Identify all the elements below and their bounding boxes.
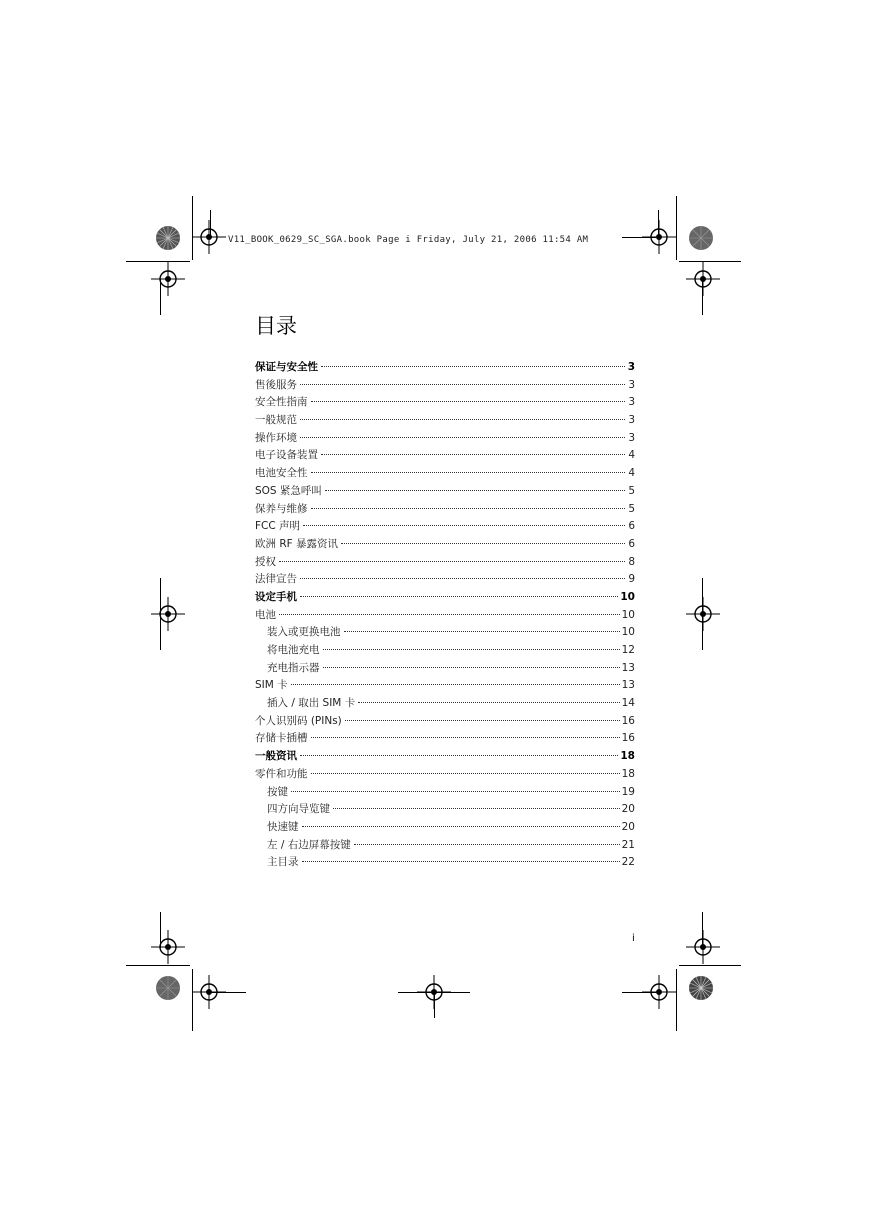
toc-entry-page: 22	[621, 856, 635, 869]
toc-entry-label: 欧洲 RF 暴露资讯	[255, 537, 339, 550]
toc-entry-label: SIM 卡	[255, 679, 288, 692]
toc-entry[interactable]	[255, 766, 635, 784]
toc-entry[interactable]	[255, 730, 635, 748]
toc-entry-label: 设定手机	[255, 590, 297, 603]
toc-dot-leader	[300, 436, 625, 438]
toc-dot-leader	[323, 666, 620, 668]
toc-entry-label: 法律宣告	[255, 573, 297, 586]
crop-line	[210, 210, 211, 236]
toc-entry[interactable]	[255, 571, 635, 589]
toc-entry-label: 插入 / 取出 SIM 卡	[267, 697, 356, 710]
toc-entry-label: 个人识别码 (PINs)	[255, 714, 342, 727]
crop-line	[702, 279, 703, 315]
toc-entry-label: 安全性指南	[255, 396, 308, 409]
toc-dot-leader	[341, 542, 625, 544]
toc-entry-label: 四方向导览键	[267, 803, 330, 816]
toc-entry[interactable]	[255, 377, 635, 395]
toc-entry-label: 保养与维修	[255, 502, 308, 515]
starburst-mark-icon	[155, 225, 181, 251]
toc-dot-leader	[300, 754, 618, 756]
toc-entry[interactable]	[255, 518, 635, 536]
toc-entry-page: 3	[628, 431, 635, 444]
toc-entry[interactable]	[255, 359, 635, 377]
crop-line	[676, 969, 677, 1031]
crop-line	[126, 965, 190, 966]
toc-entry-label: 授权	[255, 555, 276, 568]
toc-entry[interactable]	[255, 748, 635, 766]
toc-dot-leader	[300, 595, 618, 597]
toc-dot-leader	[300, 577, 625, 579]
toc-entry-label: 左 / 右边屏幕按键	[267, 838, 351, 851]
toc-entry-page: 10	[620, 590, 635, 603]
toc-entry-label: 按键	[267, 785, 288, 798]
toc-entry[interactable]	[255, 801, 635, 819]
toc-entry[interactable]	[255, 394, 635, 412]
toc-dot-leader	[311, 471, 626, 473]
toc-dot-leader	[291, 683, 620, 685]
toc-dot-leader	[279, 613, 620, 615]
crop-line	[658, 210, 659, 236]
toc-entry[interactable]	[255, 483, 635, 501]
toc-entry-page: 18	[620, 750, 635, 763]
toc-dot-leader	[333, 807, 620, 809]
toc-entry-label: 一般规范	[255, 414, 297, 427]
toc-entry-page: 20	[621, 803, 635, 816]
toc-entry[interactable]	[255, 589, 635, 607]
toc-entry[interactable]	[255, 677, 635, 695]
toc-entry-label: 保证与安全性	[255, 361, 318, 373]
toc-entry-label: 一般资讯	[255, 750, 297, 763]
toc-entry-page: 3	[627, 361, 635, 373]
toc-entry-label: 操作环境	[255, 431, 297, 444]
starburst-mark-icon	[688, 225, 714, 251]
toc-dot-leader	[321, 365, 625, 367]
toc-entry-page: 19	[621, 785, 635, 798]
toc-entry-page: 20	[621, 820, 635, 833]
toc-entry-label: 充电指示器	[267, 661, 320, 674]
toc-entry[interactable]	[255, 854, 635, 872]
toc-dot-leader	[300, 383, 625, 385]
toc-entry-label: 售後服务	[255, 378, 297, 391]
toc-entry-page: 4	[628, 467, 635, 480]
toc-entry-page: 16	[621, 714, 635, 727]
toc-entry[interactable]	[255, 660, 635, 678]
crop-line	[702, 578, 703, 650]
toc-entry-page: 16	[621, 732, 635, 745]
toc-entry[interactable]	[255, 430, 635, 448]
toc-entry-page: 10	[621, 608, 635, 621]
registration-target-icon	[686, 597, 720, 631]
toc-entry-label: 将电池充电	[267, 644, 320, 656]
toc-entry[interactable]	[255, 713, 635, 731]
toc-entry-page: 8	[628, 555, 635, 568]
toc-dot-leader	[321, 453, 625, 455]
toc-entry[interactable]	[255, 695, 635, 713]
toc-entry-page: 14	[621, 697, 635, 710]
toc-entry-page: 18	[621, 767, 635, 780]
registration-target-icon	[151, 262, 185, 296]
toc-entry-page: 10	[621, 626, 635, 639]
toc-dot-leader	[291, 790, 620, 792]
crop-line	[160, 912, 161, 948]
toc-dot-leader	[303, 524, 625, 526]
toc-entry-page: 5	[628, 502, 635, 515]
starburst-mark-icon	[688, 975, 714, 1001]
crop-line	[679, 965, 741, 966]
toc-entry-page: 3	[628, 396, 635, 409]
toc-entry-page: 9	[628, 573, 635, 586]
toc-dot-leader	[325, 489, 625, 491]
toc-entry[interactable]	[255, 642, 635, 660]
toc-entry-page: 4	[628, 449, 635, 462]
toc-dot-leader	[311, 736, 620, 738]
toc-entry-label: 主目录	[267, 856, 299, 869]
toc-entry-page: 13	[621, 661, 635, 674]
toc-entry-page: 6	[628, 520, 635, 533]
table-of-contents	[255, 359, 635, 872]
toc-entry-label: 装入或更换电池	[267, 626, 341, 639]
crop-line	[676, 196, 677, 260]
toc-entry[interactable]	[255, 536, 635, 554]
toc-dot-leader	[311, 507, 626, 509]
toc-entry[interactable]	[255, 412, 635, 430]
toc-dot-leader	[323, 648, 620, 650]
page-number: i	[632, 933, 635, 944]
registration-target-icon	[151, 930, 185, 964]
toc-entry[interactable]	[255, 607, 635, 625]
starburst-mark-icon	[155, 975, 181, 1001]
page-title: 目录	[255, 314, 297, 338]
toc-entry-label: 电池	[255, 608, 276, 621]
registration-target-icon	[686, 262, 720, 296]
toc-entry[interactable]	[255, 837, 635, 855]
registration-target-icon	[686, 930, 720, 964]
print-file-header: V11_BOOK_0629_SC_SGA.book Page i Friday, July 21, 2006 11:54 AM	[228, 235, 589, 245]
toc-entry[interactable]	[255, 554, 635, 572]
toc-entry-label: 快速键	[267, 820, 299, 833]
toc-entry-label: 零件和功能	[255, 767, 308, 780]
toc-dot-leader	[354, 843, 620, 845]
registration-target-icon	[151, 597, 185, 631]
toc-dot-leader	[344, 630, 620, 632]
toc-dot-leader	[358, 701, 619, 703]
toc-entry[interactable]	[255, 819, 635, 837]
toc-dot-leader	[302, 860, 620, 862]
crop-line	[622, 992, 656, 993]
toc-dot-leader	[302, 825, 620, 827]
toc-entry[interactable]	[255, 784, 635, 802]
toc-dot-leader	[311, 400, 626, 402]
crop-line	[434, 992, 435, 1018]
toc-entry-page: 5	[628, 484, 635, 497]
crop-line	[160, 578, 161, 650]
toc-entry[interactable]	[255, 465, 635, 483]
toc-entry-page: 3	[628, 414, 635, 427]
toc-dot-leader	[345, 719, 620, 721]
toc-entry[interactable]	[255, 501, 635, 519]
toc-entry[interactable]	[255, 624, 635, 642]
toc-entry-label: 电池安全性	[255, 467, 308, 480]
toc-entry-page: 12	[621, 644, 635, 656]
toc-entry-page: 6	[628, 537, 635, 550]
toc-entry-label: 存储卡插槽	[255, 732, 308, 745]
toc-dot-leader	[300, 418, 625, 420]
toc-entry[interactable]	[255, 447, 635, 465]
crop-line	[210, 992, 246, 993]
toc-entry-page: 21	[621, 838, 635, 851]
crop-line	[160, 279, 161, 315]
toc-entry-page: 13	[621, 679, 635, 692]
toc-dot-leader	[311, 772, 620, 774]
toc-entry-label: SOS 紧急呼叫	[255, 484, 322, 497]
registration-target-icon	[192, 220, 226, 254]
toc-entry-label: FCC 声明	[255, 520, 301, 533]
toc-entry-page: 3	[628, 378, 635, 391]
toc-entry-label: 电子设备装置	[255, 449, 318, 462]
toc-dot-leader	[279, 560, 625, 562]
crop-line	[702, 912, 703, 948]
